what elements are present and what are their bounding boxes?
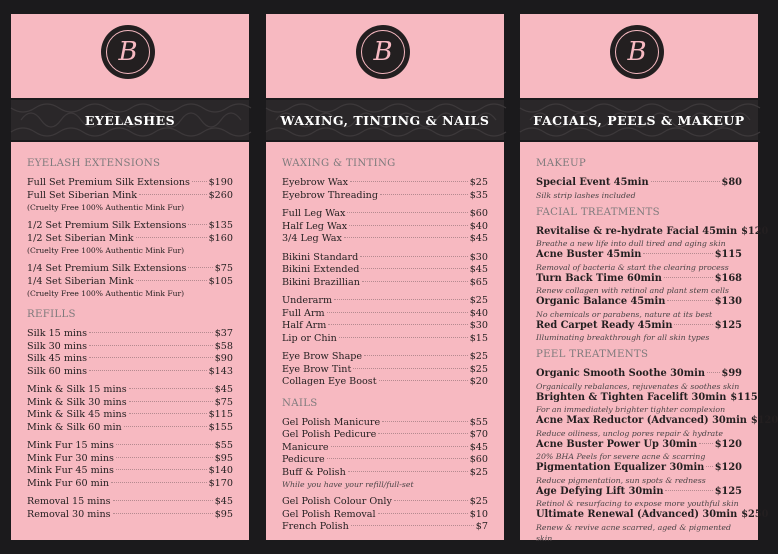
panel-facials: [520, 14, 778, 543]
price-row: [27, 409, 233, 422]
item-price: $25: [469, 177, 488, 188]
price-list: [520, 142, 778, 543]
logo-area: [520, 14, 758, 98]
price-row: [536, 462, 742, 475]
price-row: [27, 341, 233, 354]
item-name: Pigmentation Equalizer 30min: [536, 462, 705, 473]
dot-leader: [334, 299, 468, 300]
item-note: While you have your refill/full-set: [282, 480, 414, 489]
price-row: [27, 220, 233, 233]
item-price: $65: [469, 276, 488, 288]
item-name: 3/4 Leg Wax: [282, 233, 342, 244]
price-row: [27, 366, 233, 379]
brand-logo: [103, 27, 153, 77]
item-price: $155: [208, 421, 233, 433]
item-description: Silk strip lashes included: [536, 190, 636, 200]
item-name: Eye Brow Shape: [282, 351, 363, 362]
item-price: $25: [469, 466, 488, 478]
item-price: $115: [208, 409, 233, 420]
dot-leader: [327, 312, 468, 313]
price-row: [536, 368, 742, 381]
logo-area: [11, 14, 249, 98]
item-price: $135: [208, 220, 233, 231]
dot-leader: [667, 300, 712, 301]
price-row: [27, 328, 233, 341]
dot-leader: [351, 525, 474, 526]
item-description: Removal of bacteria & start the clearing process: [536, 262, 729, 272]
item-price: $190: [208, 177, 233, 188]
section-heading: WAXING & TINTING: [282, 158, 396, 169]
dot-leader: [665, 490, 712, 491]
dot-leader: [382, 421, 467, 422]
item-name: Brighten & Tighten Facelift 30min: [536, 391, 727, 403]
dot-leader: [188, 224, 206, 225]
dot-leader: [699, 443, 713, 444]
section-gap: [282, 389, 488, 398]
item-price: $250: [741, 509, 769, 520]
price-row: [536, 177, 742, 190]
item-price: $105: [208, 275, 233, 287]
item-name: Lip or Chin: [282, 332, 337, 344]
dot-leader: [706, 466, 712, 467]
panel-title: WAXING, TINTING & NAILS: [280, 112, 490, 128]
dot-leader: [136, 280, 207, 281]
price-row: [282, 376, 488, 389]
price-row: [536, 439, 742, 452]
item-price: $55: [214, 440, 233, 451]
item-name: Underarm: [282, 295, 333, 306]
item-name: Buff & Polish: [282, 466, 346, 478]
item-price: $170: [208, 477, 233, 489]
item-name: Revitalise & re-hydrate Facial 45min: [536, 225, 738, 237]
price-row: [27, 353, 233, 366]
item-name: Full Set Premium Silk Extensions: [27, 177, 190, 188]
item-price: $25: [469, 351, 488, 362]
price-row: [282, 221, 488, 234]
dot-leader: [344, 237, 468, 238]
item-name: Bikini Standard: [282, 251, 359, 263]
section-heading: NAILS: [282, 397, 318, 409]
item-price: $20: [469, 376, 488, 387]
panel-eyelashes: [11, 14, 249, 540]
item-price: $60: [469, 454, 488, 465]
item-name: Pedicure: [282, 454, 325, 465]
item-name: Silk 30 mins: [27, 340, 88, 352]
item-name: Ultimate Renewal (Advanced) 30min: [536, 509, 738, 520]
item-name: 1/2 Set Premium Silk Extensions: [27, 220, 187, 231]
item-name: Bikini Extended: [282, 264, 360, 275]
dot-leader: [116, 444, 213, 445]
item-description: 20% BHA Peels for severe acne & scarring: [536, 452, 706, 461]
price-row: [282, 264, 488, 277]
panel-title: EYELASHES: [84, 112, 176, 128]
item-name: Manicure: [282, 441, 329, 453]
price-row: [536, 249, 742, 262]
item-name: Mink Fur 15 mins: [27, 440, 114, 451]
item-name: Age Defying Lift 30min: [536, 485, 664, 497]
dot-leader: [192, 181, 207, 182]
item-price: $40: [469, 220, 488, 232]
item-name: Gel Polish Pedicure: [282, 429, 377, 440]
item-price: $75: [214, 263, 233, 274]
price-row: [536, 273, 742, 286]
dot-leader: [327, 458, 468, 459]
item-price: $25: [469, 295, 488, 306]
dot-leader: [111, 482, 207, 483]
item-price: $45: [214, 496, 233, 507]
dot-leader: [89, 357, 213, 358]
dot-leader: [380, 194, 468, 195]
dot-leader: [707, 372, 720, 373]
price-row: [282, 333, 488, 346]
item-price: $99: [721, 368, 742, 379]
item-price: $25: [469, 496, 488, 507]
item-price: $95: [214, 452, 233, 464]
item-price: $130: [714, 296, 742, 307]
item-name: Mink Fur 45 mins: [27, 465, 114, 476]
item-price: $45: [469, 441, 488, 453]
dot-leader: [89, 370, 206, 371]
price-row: [27, 496, 233, 509]
dot-leader: [129, 388, 213, 389]
item-name: 1/2 Set Siberian Mink: [27, 232, 134, 244]
brand-logo: [358, 27, 408, 77]
item-name: Mink & Silk 30 mins: [27, 396, 127, 408]
dot-leader: [643, 253, 712, 254]
item-price: $45: [469, 233, 488, 244]
item-name: Eye Brow Tint: [282, 363, 352, 375]
item-price: $25: [469, 363, 488, 375]
dot-leader: [339, 337, 468, 338]
panel-waxing: [266, 14, 504, 540]
price-row: [282, 308, 488, 321]
item-description: Reduce pigmentation, sun spots & redness: [536, 475, 706, 485]
dot-leader: [116, 457, 213, 458]
item-price: $95: [214, 508, 233, 520]
dot-leader: [394, 500, 468, 501]
price-row: [27, 397, 233, 410]
item-price: $80: [721, 177, 742, 188]
item-price: $35: [469, 189, 488, 201]
item-name: Acne Buster Power Up 30min: [536, 438, 698, 450]
item-price: $15: [469, 332, 488, 344]
price-row: [282, 295, 488, 308]
item-name: Mink Fur 30 mins: [27, 452, 114, 464]
price-row: [282, 417, 488, 430]
item-price: $90: [214, 353, 233, 364]
dot-leader: [139, 194, 206, 195]
dot-leader: [136, 237, 207, 238]
price-row: [282, 277, 488, 290]
item-name: Full Arm: [282, 307, 325, 319]
item-name: Mink & Silk 15 mins: [27, 384, 127, 395]
item-price: $260: [208, 189, 233, 201]
item-note: (Cruelty Free 100% Authentic Mink Fur): [27, 246, 185, 255]
item-name: Turn Back Time 60min: [536, 272, 662, 284]
item-price: $120: [714, 462, 742, 473]
price-row: [27, 440, 233, 453]
price-row: [282, 190, 488, 203]
item-name: French Polish: [282, 521, 349, 532]
item-name: Acne Buster 45min: [536, 249, 642, 260]
item-note: (Cruelty Free 100% Authentic Mink Fur): [27, 289, 185, 298]
price-row: [27, 509, 233, 522]
item-price: $60: [469, 208, 488, 219]
item-price: $30: [469, 320, 488, 331]
item-price: $30: [469, 251, 488, 263]
item-name: Silk 60 mins: [27, 365, 88, 377]
item-name: Eyebrow Threading: [282, 189, 378, 201]
item-description: Illuminating breakthrough for all skin types: [536, 333, 710, 342]
price-row: [27, 233, 233, 246]
price-row: [27, 190, 233, 203]
item-name: Eyebrow Wax: [282, 177, 349, 188]
dot-leader: [124, 426, 207, 427]
item-name: Gel Polish Colour Only: [282, 496, 392, 507]
item-description: Organically rebalances, rejuvenates & soothes skin: [536, 381, 740, 391]
item-price: $40: [469, 307, 488, 319]
item-price: $45: [469, 264, 488, 275]
item-name: Silk 45 mins: [27, 353, 88, 364]
price-row: [282, 177, 488, 190]
dot-leader: [328, 324, 467, 325]
item-name: Half Leg Wax: [282, 220, 348, 232]
item-price: $75: [214, 396, 233, 408]
item-name: 1/4 Set Siberian Mink: [27, 275, 134, 287]
item-name: Mink & Silk 60 min: [27, 421, 122, 433]
item-name: Organic Balance 45min: [536, 296, 666, 307]
item-price: $168: [714, 272, 742, 284]
item-price: $7: [475, 521, 488, 532]
dot-leader: [331, 446, 468, 447]
title-band: [266, 100, 504, 140]
item-price: $120: [741, 225, 769, 237]
brand-letter: B: [106, 30, 150, 74]
item-price: $160: [208, 232, 233, 244]
dot-leader: [89, 345, 213, 346]
price-row: [27, 478, 233, 491]
item-name: 1/4 Set Premium Silk Extensions: [27, 263, 187, 274]
price-row: [536, 509, 769, 522]
price-row: [536, 296, 742, 309]
dot-leader: [116, 469, 207, 470]
dot-leader: [129, 413, 207, 414]
item-name: Half Arm: [282, 320, 327, 331]
dot-leader: [347, 212, 467, 213]
panel-title: FACIALS, PEELS & MAKEUP: [533, 112, 745, 128]
item-price: $125: [714, 319, 742, 331]
item-note: (Cruelty Free 100% Authentic Mink Fur): [27, 203, 185, 212]
brand-letter: B: [615, 30, 659, 74]
item-description: Breathe a new life into dull tired and aging skin: [536, 239, 726, 248]
title-band: [11, 100, 249, 140]
section-heading: EYELASH EXTENSIONS: [27, 158, 161, 169]
logo-area: [266, 14, 504, 98]
dot-leader: [188, 267, 212, 268]
item-name: Removal 15 mins: [27, 496, 111, 507]
dot-leader: [113, 513, 213, 514]
item-price: $140: [208, 465, 233, 476]
title-band: [520, 100, 758, 140]
item-price: $120: [714, 438, 742, 450]
dot-leader: [113, 500, 213, 501]
item-name: Full Set Siberian Mink: [27, 189, 138, 201]
item-name: Silk 15 mins: [27, 328, 88, 339]
item-price: $143: [208, 365, 233, 377]
price-row: [282, 208, 488, 221]
item-name: Acne Max Reductor (Advanced) 30min: [536, 415, 747, 426]
dot-leader: [89, 332, 213, 333]
dot-leader: [348, 471, 468, 472]
item-description: Reduce oiliness, unclog pores repair & hydrate: [536, 428, 723, 438]
item-name: Gel Polish Removal: [282, 508, 376, 520]
price-row: [282, 320, 488, 333]
dot-leader: [379, 380, 468, 381]
item-price: $70: [469, 429, 488, 440]
item-price: $58: [214, 340, 233, 352]
price-list: [266, 142, 504, 540]
item-name: Mink & Silk 45 mins: [27, 409, 127, 420]
dot-leader: [361, 268, 467, 269]
item-price: $115: [730, 391, 758, 403]
item-price: $37: [214, 328, 233, 339]
price-row: [282, 429, 488, 442]
item-price: $125: [714, 485, 742, 497]
item-price: $55: [469, 416, 488, 428]
section-heading: PEEL TREATMENTS: [536, 349, 649, 360]
item-name: Organic Smooth Soothe 30min: [536, 368, 705, 379]
item-description: No chemicals or parabens, nature at its best: [536, 309, 713, 319]
dot-leader: [353, 368, 467, 369]
dot-leader: [664, 277, 713, 278]
price-row: [536, 415, 778, 428]
price-row: [27, 177, 233, 190]
item-name: Mink Fur 60 min: [27, 477, 110, 489]
section-heading: MAKEUP: [536, 158, 587, 169]
price-row: [27, 465, 233, 478]
price-row: [536, 391, 758, 405]
item-name: Full Leg Wax: [282, 208, 346, 219]
dot-leader: [651, 181, 720, 182]
dot-leader: [360, 256, 467, 257]
price-row: [282, 509, 488, 522]
price-list: [11, 142, 249, 540]
dot-leader: [378, 433, 467, 434]
dot-leader: [364, 355, 468, 356]
dot-leader: [349, 225, 468, 226]
item-description: For an immediately brighter tighter complexion: [536, 405, 726, 414]
price-row: [282, 521, 488, 534]
item-price: $115: [714, 249, 742, 260]
dot-leader: [350, 181, 468, 182]
price-row: [536, 225, 769, 239]
item-description: Retinol & resurfacing to expose more youthful skin: [536, 499, 739, 508]
item-price: $10: [469, 508, 488, 520]
brand-letter: B: [361, 30, 405, 74]
price-row: [282, 252, 488, 265]
price-row: [27, 384, 233, 397]
price-row: [282, 496, 488, 509]
price-row: [282, 351, 488, 364]
item-price: $45: [214, 384, 233, 395]
item-name: Collagen Eye Boost: [282, 376, 377, 387]
price-row: [282, 364, 488, 377]
price-row: [536, 320, 742, 333]
item-price: $120: [750, 415, 778, 426]
dot-leader: [362, 281, 468, 282]
item-name: Bikini Brazillian: [282, 276, 360, 288]
price-row: [282, 454, 488, 467]
section-gap: [27, 300, 233, 309]
price-row: [27, 422, 233, 435]
price-row: [27, 263, 233, 276]
item-name: Gel Polish Manicure: [282, 416, 381, 428]
brand-logo: [612, 27, 662, 77]
price-row: [282, 467, 488, 480]
dot-leader: [378, 513, 468, 514]
section-heading: REFILLS: [27, 309, 76, 320]
dot-leader: [129, 401, 213, 402]
price-row: [27, 276, 233, 289]
price-row: [282, 233, 488, 246]
item-description: Renew collagen with retinol and plant stem cells: [536, 286, 730, 295]
price-row: [27, 453, 233, 466]
item-name: Removal 30 mins: [27, 508, 111, 520]
dot-leader: [674, 324, 712, 325]
price-row: [282, 442, 488, 455]
price-row: [536, 486, 742, 499]
item-description: Renew & revive acne scarred, aged & pigmented skin: [536, 522, 731, 543]
section-heading: FACIAL TREATMENTS: [536, 206, 660, 218]
item-name: Red Carpet Ready 45min: [536, 319, 673, 331]
item-name: Special Event 45min: [536, 177, 649, 188]
